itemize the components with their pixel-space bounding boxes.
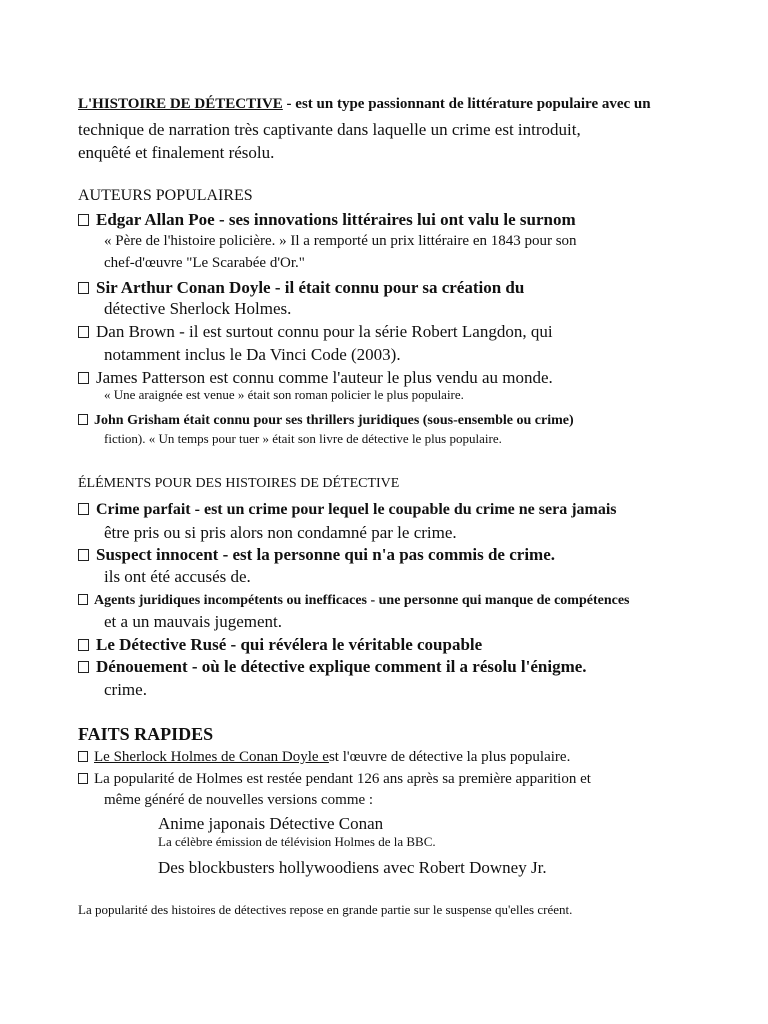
intro-title-rest: - est un type passionnant de littérature populaire avec un	[282, 96, 651, 112]
fact-sub-1: Anime japonais Détective Conan	[158, 814, 384, 833]
element-suspect-line-2: ils ont été accusés de.	[104, 567, 251, 586]
author-patterson-line-2: « Une araignée est venue » était son roman policier le plus populaire.	[104, 387, 464, 402]
checkbox-icon	[78, 639, 89, 651]
elements-heading: ÉLÉMENTS POUR DES HISTOIRES DE DÉTECTIVE	[78, 476, 400, 491]
intro-line-3: enquêté et finalement résolu.	[78, 143, 275, 162]
checkbox-icon	[78, 503, 89, 515]
checkbox-icon	[78, 372, 89, 384]
checkbox-icon	[78, 326, 89, 338]
intro-title: L'HISTOIRE DE DÉTECTIVE	[78, 96, 283, 112]
author-patterson: James Patterson est connu comme l'auteur le plus vendu au monde.	[78, 368, 553, 388]
fact-sub-3: Des blockbusters hollywoodiens avec Robert Downey Jr.	[158, 858, 547, 877]
author-doyle: Sir Arthur Conan Doyle - il était connu pour sa création du	[78, 278, 524, 298]
authors-heading: AUTEURS POPULAIRES	[78, 187, 253, 204]
author-poe-line-3: chef-d'œuvre "Le Scarabée d'Or."	[104, 255, 305, 271]
element-suspect: Suspect innocent - est la personne qui n'a pas commis de crime.	[78, 545, 555, 565]
checkbox-icon	[78, 773, 88, 784]
element-ruse: Le Détective Rusé - qui révélera le véritable coupable	[78, 635, 482, 655]
checkbox-icon	[78, 414, 88, 425]
checkbox-icon	[78, 751, 88, 762]
element-crime-line-2: être pris ou si pris alors non condamné par le crime.	[104, 523, 457, 542]
checkbox-icon	[78, 214, 89, 226]
checkbox-icon	[78, 549, 89, 561]
author-poe: Edgar Allan Poe - ses innovations littéraires lui ont valu le surnom	[78, 210, 576, 230]
checkbox-icon	[78, 282, 89, 294]
author-poe-line-2: « Père de l'histoire policière. » Il a remporté un prix littéraire en 1843 pour son	[104, 233, 577, 249]
intro-line-1	[78, 96, 651, 113]
checkbox-icon	[78, 594, 88, 605]
author-doyle-line-2: détective Sherlock Holmes.	[104, 299, 292, 318]
intro-line-2: technique de narration très captivante dans laquelle un crime est introduit,	[78, 120, 581, 139]
facts-heading: FAITS RAPIDES	[78, 724, 214, 744]
element-denouement-line-2: crime.	[104, 680, 147, 699]
author-grisham-line-2: fiction). « Un temps pour tuer » était son livre de détective le plus populaire.	[104, 431, 502, 446]
author-brown-line-2: notamment inclus le Da Vinci Code (2003).	[104, 345, 401, 364]
fact-sub-2: La célèbre émission de télévision Holmes de la BBC.	[158, 834, 436, 849]
author-brown: Dan Brown - il est surtout connu pour la série Robert Langdon, qui	[78, 322, 553, 342]
closing-line: La popularité des histoires de détectives repose en grande partie sur le suspense qu'elles créent.	[78, 902, 573, 917]
checkbox-icon	[78, 661, 89, 673]
element-denouement: Dénouement - où le détective explique comment il a résolu l'énigme.	[78, 657, 587, 677]
fact-2-line-2: même généré de nouvelles versions comme :	[104, 792, 374, 808]
fact-1: Le Sherlock Holmes de Conan Doyle est l'œuvre de détective la plus populaire.	[78, 749, 570, 766]
element-agents: Agents juridiques incompétents ou inefficaces - une personne qui manque de compétences	[78, 593, 630, 609]
author-grisham: John Grisham était connu pour ses thrillers juridiques (sous-ensemble ou crime)	[78, 413, 574, 429]
fact-2: La popularité de Holmes est restée pendant 126 ans après sa première apparition et	[78, 771, 591, 788]
element-crime: Crime parfait - est un crime pour lequel le coupable du crime ne sera jamais	[78, 501, 617, 519]
element-agents-line-2: et a un mauvais jugement.	[104, 612, 282, 631]
